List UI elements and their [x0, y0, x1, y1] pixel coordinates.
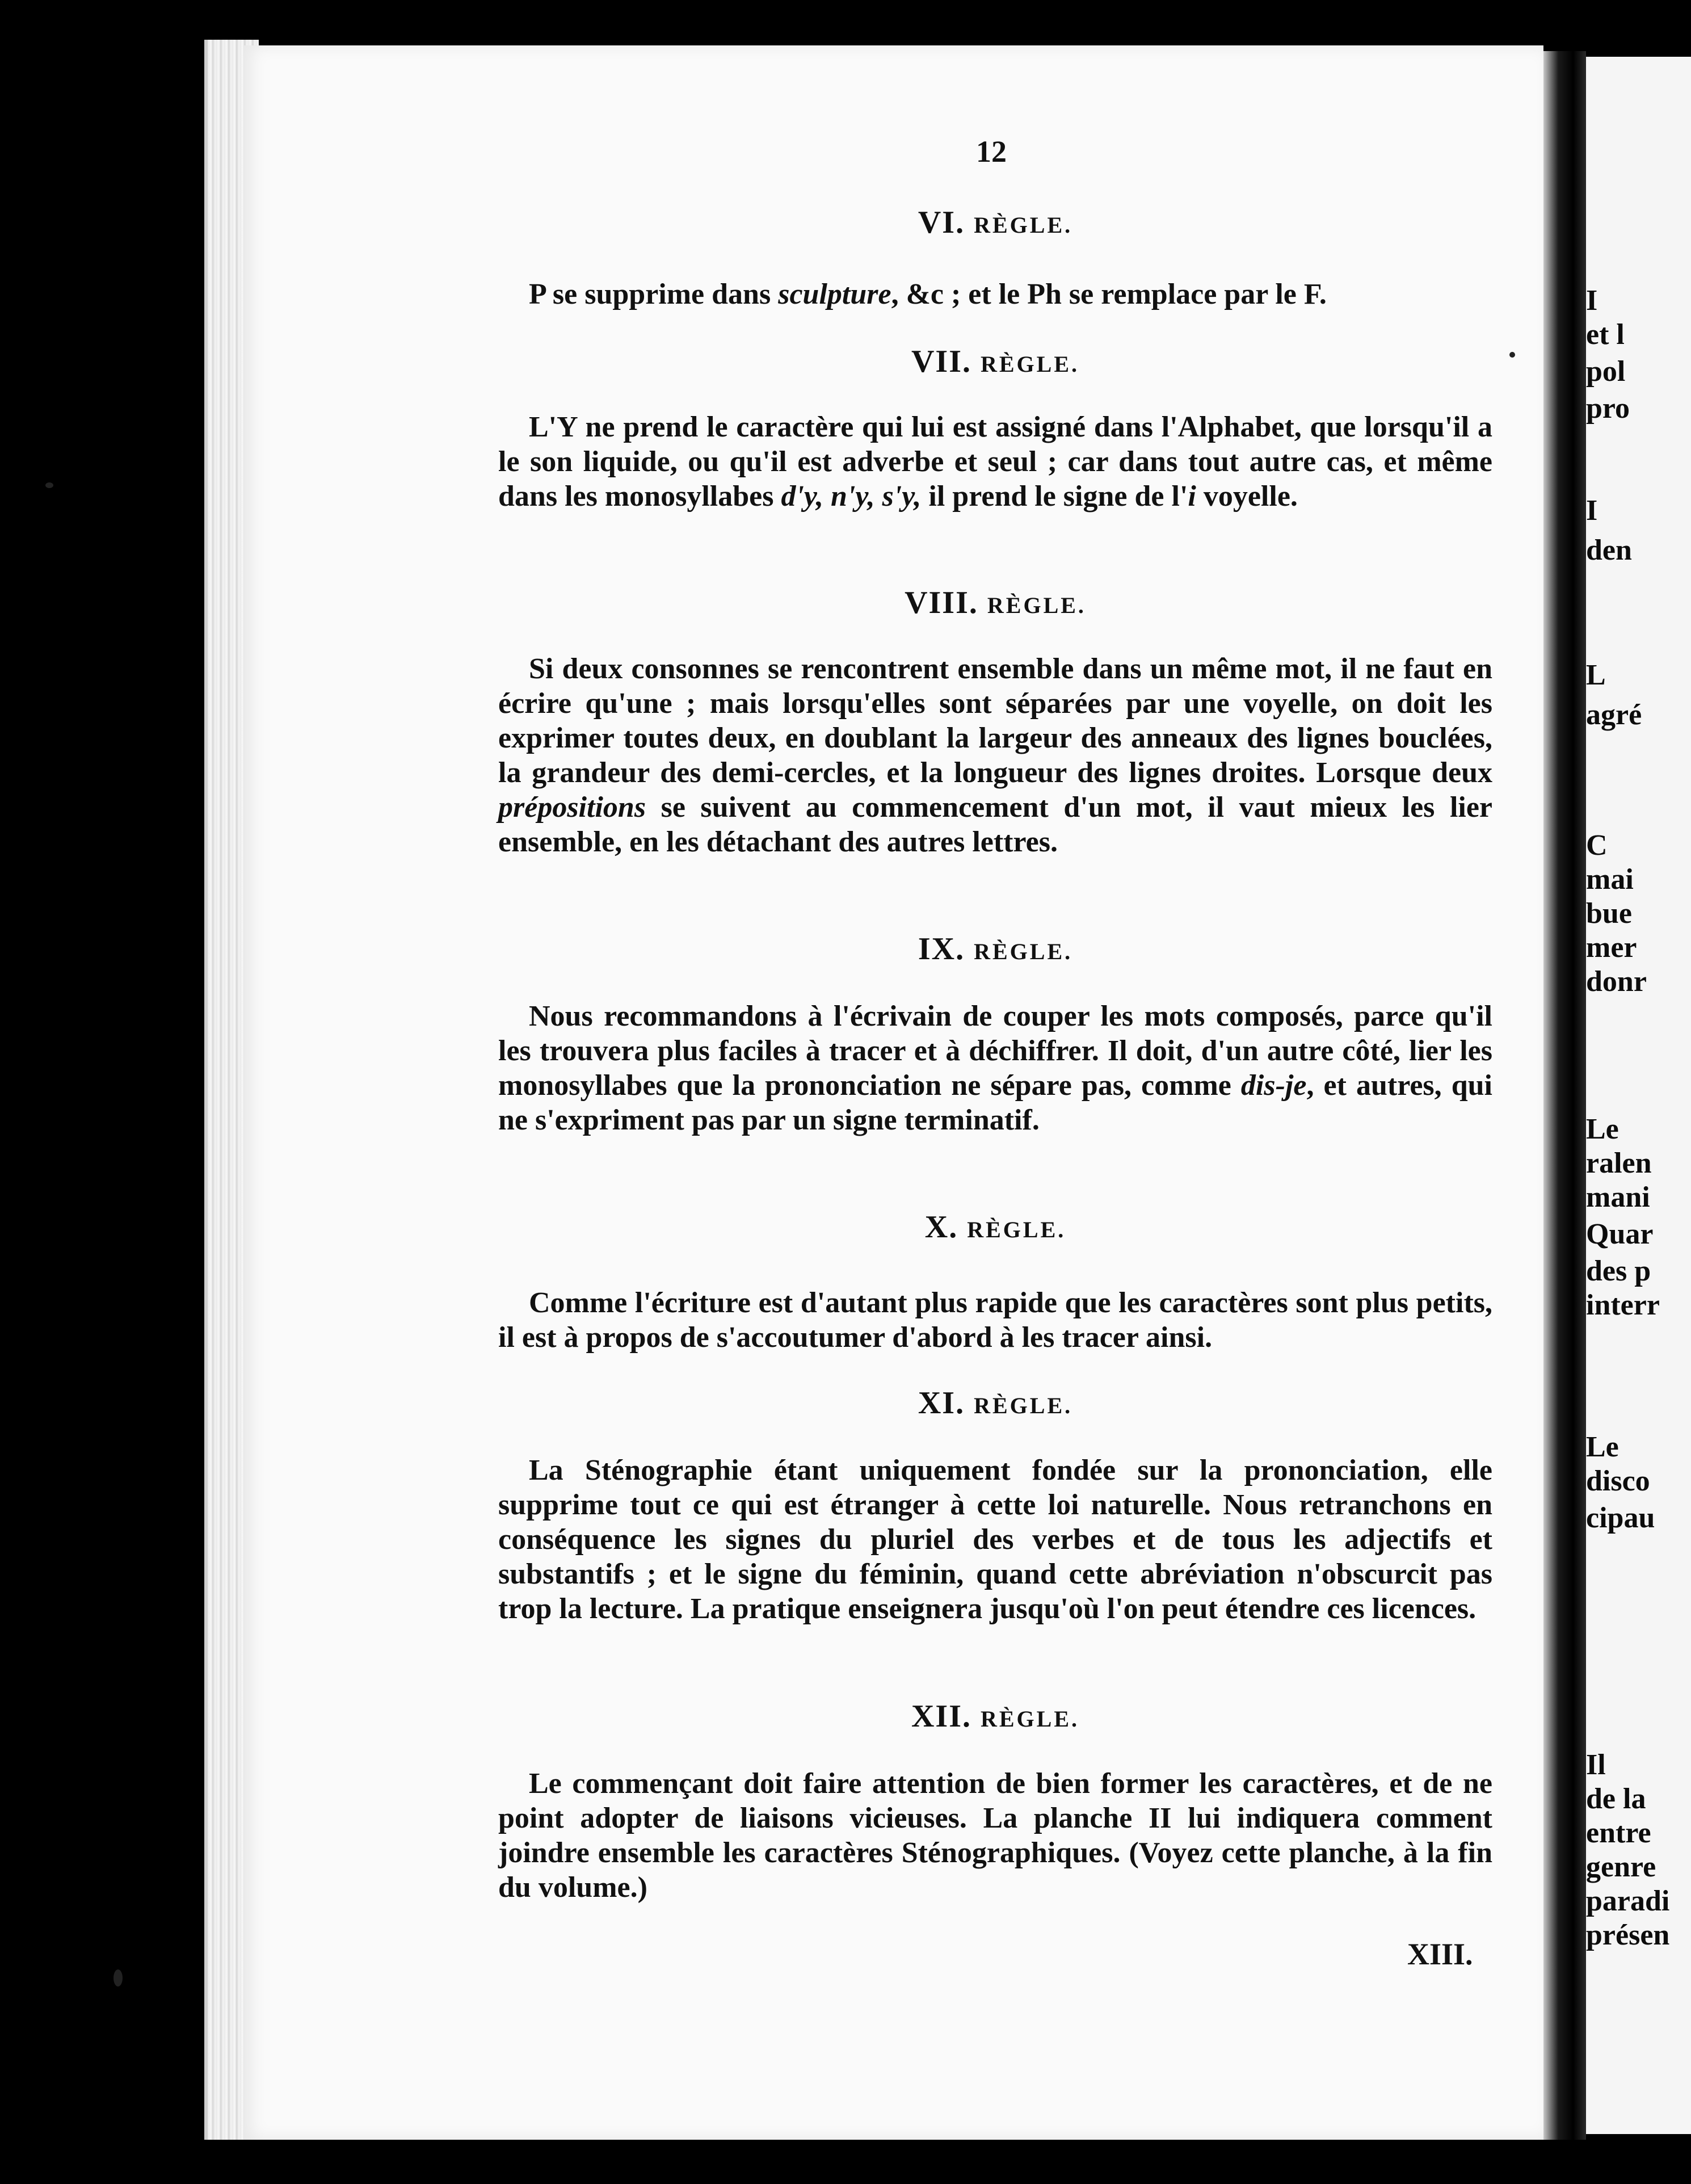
fragment-word: donr [1586, 965, 1647, 998]
fragment-word: C [1586, 829, 1608, 862]
scan-border-left [0, 0, 217, 2184]
rule-heading-viii [498, 585, 1492, 621]
rule-number: VII. [911, 344, 971, 379]
rule-heading-ix [498, 931, 1492, 967]
rule-heading-x [498, 1209, 1492, 1245]
rule-label: RÈGLE. [980, 1706, 1080, 1732]
rule-number: XI. [918, 1385, 965, 1421]
rule-xi-text: La Sténographie étant uniquement fondée sur la prononciation, elle supprime tout ce qui est étranger à cette loi naturelle. Nous retranchons en conséquence les signes du pluriel des verbes et de tous les adjectifs et substantifs ; et le signe du féminin, quand cette abréviation n'obscurcit pas trop la lecture. La pratique enseignera jusqu'où l'on peut étendre ces licences. [498, 1454, 1492, 1625]
fragment-word: I [1586, 494, 1598, 527]
fragment-word: interr [1586, 1289, 1660, 1321]
book-gutter [1543, 51, 1586, 2140]
fragment-word: Le [1586, 1431, 1619, 1463]
fragment-word: L [1586, 659, 1606, 691]
rule-heading-vii [498, 343, 1492, 380]
rule-number: X. [924, 1209, 958, 1245]
italic-term: i [1188, 480, 1196, 513]
rule-number: VIII. [905, 585, 978, 620]
fragment-word: et l [1586, 318, 1625, 351]
fragment-word: ralen [1586, 1147, 1652, 1179]
fragment-word: bue [1586, 897, 1632, 930]
fragment-word: agré [1586, 699, 1642, 731]
fragment-word: cipau [1586, 1502, 1655, 1534]
rule-label: RÈGLE. [974, 939, 1073, 964]
rule-number: VI. [918, 205, 965, 240]
scan-speck [45, 482, 53, 488]
fragment-word: entre [1586, 1817, 1651, 1849]
rule-xii-text: Le commençant doit faire attention de bien former les caractères, et de ne point adopter de liaisons vicieuses. La planche II lui indiquera comment joindre ensemble les caractères Sténographiques. (Voyez cette planche, à la fin du volume.) [498, 1767, 1492, 1904]
fragment-word: de la [1586, 1783, 1646, 1815]
fragment-word: Le [1586, 1113, 1619, 1145]
rule-ix-text: Nous recommandons à l'écrivain de couper les mots composés, parce qu'il les trouvera plus faciles à tracer et à déchiffrer. Il doit, d'un autre côté, lier les monosyllabes que la prononciation ne sépare pas, comme dis-je, et autres, qui ne s'expriment pas par un signe terminatif. [498, 1000, 1492, 1136]
rule-number: XII. [911, 1699, 971, 1734]
rule-label: RÈGLE. [974, 212, 1073, 238]
facing-page-fragment [1586, 57, 1691, 2134]
rule-vii-text: L'Y ne prend le caractère qui lui est assigné dans l'Alphabet, que lorsqu'il a le son liquide, ou qu'il est adverbe et seul ; car dans tout autre cas, et même dans les monosyllabes d'y, n'y, s'y, il prend le signe de l'i voyelle. [498, 411, 1492, 513]
fragment-word: pro [1586, 392, 1630, 425]
fragment-word: Il [1586, 1749, 1606, 1781]
rule-label: RÈGLE. [974, 1393, 1073, 1418]
rule-heading-xi [498, 1385, 1492, 1421]
scan-speck [113, 1969, 123, 1986]
fragment-word: présen [1586, 1919, 1670, 1951]
rule-label: RÈGLE. [987, 593, 1086, 618]
italic-term: sculpture [778, 278, 891, 310]
italic-term: dis-je [1240, 1069, 1307, 1102]
rule-vi-text: P se supprime dans sculpture, &c ; et le Ph se remplace par le F. [529, 278, 1327, 310]
fragment-word: disco [1586, 1465, 1650, 1497]
rule-label: RÈGLE. [980, 351, 1080, 377]
fragment-word: pol [1586, 355, 1626, 388]
rule-label: RÈGLE. [967, 1217, 1066, 1242]
fragment-word: mai [1586, 863, 1634, 896]
rule-heading-xii [498, 1698, 1492, 1734]
fragment-word: mer [1586, 931, 1637, 964]
fragment-word: des p [1586, 1255, 1651, 1287]
fragment-word: genre [1586, 1851, 1656, 1883]
rule-x-text: Comme l'écriture est d'autant plus rapide que les caractères sont plus petits, il est à propos de s'accoutumer d'abord à les tracer ainsi. [498, 1287, 1492, 1354]
fragment-word: paradi [1586, 1885, 1670, 1917]
fragment-word: den [1586, 534, 1632, 566]
rule-number: IX. [918, 931, 965, 967]
catchword: XIII. [1407, 1937, 1473, 1971]
rule-viii-text: Si deux consonnes se rencontrent ensemble dans un même mot, il ne faut en écrire qu'une ; mais lorsqu'elles sont séparées par une voyelle, on doit les exprimer toutes deux, en doublant la largeur des anneaux des lignes bouclées, la grandeur des demi-cercles, et la longueur des lignes droites. Lorsque deux prépositions se suivent au commencement d'un mot, il vaut mieux les lier ensemble, en les détachant des autres lettres. [498, 653, 1492, 858]
fragment-word: mani [1586, 1181, 1650, 1213]
rule-heading-vi [498, 204, 1492, 241]
italic-term: prépositions [498, 791, 646, 824]
scan-speck [1509, 352, 1515, 358]
fragment-word: I [1586, 284, 1598, 317]
fragment-word: Quar [1586, 1218, 1654, 1250]
italic-term: d'y, n'y, s'y, [781, 480, 922, 513]
page-number: 12 [976, 135, 1007, 169]
